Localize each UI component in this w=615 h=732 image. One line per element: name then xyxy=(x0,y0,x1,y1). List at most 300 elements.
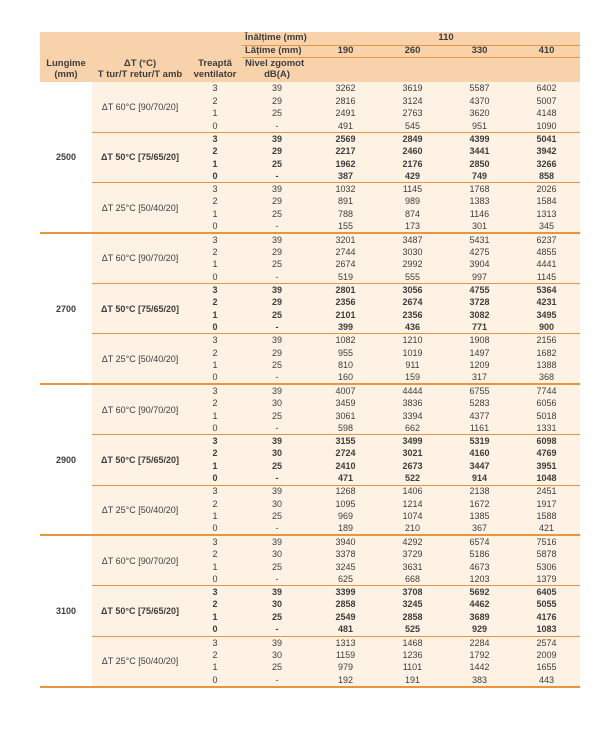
value-cell: 3394 xyxy=(379,409,446,422)
value-cell: 345 xyxy=(513,221,580,234)
treapta-cell: 2 xyxy=(188,195,242,208)
value-cell: 3499 xyxy=(379,435,446,448)
value-cell: 1210 xyxy=(379,334,446,347)
zgomot-cell: 25 xyxy=(242,460,312,473)
treapta-cell: 3 xyxy=(188,384,242,397)
value-cell: 2491 xyxy=(312,107,379,120)
value-cell: 951 xyxy=(446,120,513,133)
value-cell: 2101 xyxy=(312,309,379,322)
value-cell: 491 xyxy=(312,120,379,133)
value-cell: 3940 xyxy=(312,535,379,548)
value-cell: 1159 xyxy=(312,649,379,662)
zgomot-cell: 39 xyxy=(242,82,312,95)
value-cell: 5283 xyxy=(446,397,513,410)
value-cell: 891 xyxy=(312,195,379,208)
value-cell: 1917 xyxy=(513,498,580,511)
value-cell: 3904 xyxy=(446,258,513,271)
value-cell: 3155 xyxy=(312,435,379,448)
table-row xyxy=(40,132,580,145)
value-cell: 929 xyxy=(446,624,513,637)
value-cell: 3942 xyxy=(513,145,580,158)
zgomot-cell: 25 xyxy=(242,510,312,523)
zgomot-cell: 29 xyxy=(242,95,312,108)
value-cell: 4370 xyxy=(446,95,513,108)
value-cell: 2858 xyxy=(312,598,379,611)
dt-label-cell: ΔT 60°C [90/70/20] xyxy=(92,82,188,132)
treapta-cell: 2 xyxy=(188,397,242,410)
treapta-cell: 0 xyxy=(188,573,242,586)
zgomot-cell: - xyxy=(242,271,312,284)
value-cell: 625 xyxy=(312,573,379,586)
treapta-cell: 0 xyxy=(188,321,242,334)
zgomot-cell: 39 xyxy=(242,132,312,145)
value-cell: 1101 xyxy=(379,661,446,674)
zgomot-cell: 25 xyxy=(242,208,312,221)
value-cell: 4441 xyxy=(513,258,580,271)
value-cell: 191 xyxy=(379,674,446,687)
value-cell: 443 xyxy=(513,674,580,687)
value-cell: 3495 xyxy=(513,309,580,322)
value-cell: 4292 xyxy=(379,535,446,548)
dt-label-cell: ΔT 25°C [50/40/20] xyxy=(92,183,188,233)
value-cell: 4007 xyxy=(312,384,379,397)
dt-label-cell: ΔT 50°C [75/65/20] xyxy=(92,586,188,636)
zgomot-cell: 39 xyxy=(242,233,312,246)
treapta-cell: 0 xyxy=(188,624,242,637)
catalog-page xyxy=(0,32,615,688)
zgomot-cell: 39 xyxy=(242,384,312,397)
treapta-cell: 3 xyxy=(188,334,242,347)
value-cell: 2451 xyxy=(513,485,580,498)
zgomot-cell: 25 xyxy=(242,359,312,372)
zgomot-cell: 30 xyxy=(242,447,312,460)
value-cell: 1203 xyxy=(446,573,513,586)
lungime-cell: 2500 xyxy=(40,82,92,233)
value-cell: 6098 xyxy=(513,435,580,448)
value-cell: 5055 xyxy=(513,598,580,611)
zgomot-cell: - xyxy=(242,573,312,586)
value-cell: 1095 xyxy=(312,498,379,511)
value-cell: 4275 xyxy=(446,246,513,259)
value-cell: 1588 xyxy=(513,510,580,523)
value-cell: 4769 xyxy=(513,447,580,460)
treapta-cell: 2 xyxy=(188,296,242,309)
treapta-cell: 3 xyxy=(188,82,242,95)
zgomot-cell: 30 xyxy=(242,397,312,410)
zgomot-cell: 25 xyxy=(242,309,312,322)
table-row xyxy=(40,233,580,246)
value-cell: 2674 xyxy=(379,296,446,309)
table-row xyxy=(40,535,580,548)
value-cell: 5587 xyxy=(446,82,513,95)
value-cell: 4399 xyxy=(446,132,513,145)
value-cell: 911 xyxy=(379,359,446,372)
value-cell: 4755 xyxy=(446,284,513,297)
treapta-cell: 2 xyxy=(188,145,242,158)
value-cell: 2816 xyxy=(312,95,379,108)
lungime-cell: 2700 xyxy=(40,233,92,384)
zgomot-cell: 25 xyxy=(242,107,312,120)
value-cell: 2026 xyxy=(513,183,580,196)
value-cell: 387 xyxy=(312,170,379,183)
table-row xyxy=(40,435,580,448)
value-cell: 5431 xyxy=(446,233,513,246)
treapta-cell: 2 xyxy=(188,598,242,611)
treapta-cell: 3 xyxy=(188,132,242,145)
col-header-line: Treaptă xyxy=(198,57,232,69)
treapta-cell: 0 xyxy=(188,523,242,536)
value-cell: 749 xyxy=(446,170,513,183)
treapta-cell: 0 xyxy=(188,170,242,183)
value-cell: 4231 xyxy=(513,296,580,309)
table-row xyxy=(40,586,580,599)
value-cell: 1584 xyxy=(513,195,580,208)
value-cell: 1214 xyxy=(379,498,446,511)
col-header-line: ΔT (°C) xyxy=(123,57,157,69)
value-cell: 5186 xyxy=(446,548,513,561)
value-cell: 6755 xyxy=(446,384,513,397)
treapta-cell: 0 xyxy=(188,271,242,284)
dt-label-cell: ΔT 50°C [75/65/20] xyxy=(92,284,188,334)
value-cell: 367 xyxy=(446,523,513,536)
value-cell: 810 xyxy=(312,359,379,372)
value-cell: 5878 xyxy=(513,548,580,561)
table-header xyxy=(40,32,580,82)
value-cell: 3689 xyxy=(446,611,513,624)
value-cell: 4673 xyxy=(446,561,513,574)
value-cell: 2569 xyxy=(312,132,379,145)
value-cell: 525 xyxy=(379,624,446,637)
table-row xyxy=(40,334,580,347)
dt-label-cell: ΔT 50°C [75/65/20] xyxy=(92,435,188,485)
zgomot-cell: 29 xyxy=(242,246,312,259)
value-cell: 668 xyxy=(379,573,446,586)
value-cell: 3459 xyxy=(312,397,379,410)
value-cell: 3399 xyxy=(312,586,379,599)
zgomot-cell: - xyxy=(242,472,312,485)
value-cell: 6237 xyxy=(513,233,580,246)
value-cell: 3082 xyxy=(446,309,513,322)
value-cell: 519 xyxy=(312,271,379,284)
zgomot-cell: - xyxy=(242,120,312,133)
table-row xyxy=(40,384,580,397)
table-body xyxy=(40,82,580,687)
value-cell: 3728 xyxy=(446,296,513,309)
value-cell: 788 xyxy=(312,208,379,221)
value-cell: 160 xyxy=(312,372,379,385)
value-cell: 662 xyxy=(379,422,446,435)
value-cell: 6402 xyxy=(513,82,580,95)
width-column-header: 260 xyxy=(379,45,446,57)
zgomot-cell: 30 xyxy=(242,548,312,561)
treapta-cell: 2 xyxy=(188,548,242,561)
value-cell: 301 xyxy=(446,221,513,234)
value-cell: 317 xyxy=(446,372,513,385)
zgomot-cell: 29 xyxy=(242,145,312,158)
value-cell: 5306 xyxy=(513,561,580,574)
treapta-cell: 3 xyxy=(188,586,242,599)
value-cell: 1313 xyxy=(513,208,580,221)
zgomot-cell: 29 xyxy=(242,346,312,359)
value-cell: 1792 xyxy=(446,649,513,662)
treapta-cell: 2 xyxy=(188,447,242,460)
value-cell: 4462 xyxy=(446,598,513,611)
value-cell: 1388 xyxy=(513,359,580,372)
value-cell: 2724 xyxy=(312,447,379,460)
value-cell: 522 xyxy=(379,472,446,485)
dt-label-cell: ΔT 25°C [50/40/20] xyxy=(92,334,188,384)
treapta-cell: 0 xyxy=(188,221,242,234)
value-cell: 1268 xyxy=(312,485,379,498)
value-cell: 1406 xyxy=(379,485,446,498)
width-column-header: 330 xyxy=(446,45,513,57)
value-cell: 173 xyxy=(379,221,446,234)
value-cell: 1379 xyxy=(513,573,580,586)
value-cell: 4160 xyxy=(446,447,513,460)
value-cell: 3245 xyxy=(379,598,446,611)
zgomot-cell: - xyxy=(242,422,312,435)
treapta-cell: 1 xyxy=(188,107,242,120)
value-cell: 3631 xyxy=(379,561,446,574)
treapta-cell: 1 xyxy=(188,661,242,674)
treapta-cell: 0 xyxy=(188,372,242,385)
col-header-treapta xyxy=(188,57,242,82)
value-cell: 3729 xyxy=(379,548,446,561)
value-cell: 2744 xyxy=(312,246,379,259)
zgomot-cell: - xyxy=(242,523,312,536)
value-cell: 3951 xyxy=(513,460,580,473)
zgomot-cell: 25 xyxy=(242,158,312,171)
zgomot-cell: 30 xyxy=(242,598,312,611)
zgomot-cell: - xyxy=(242,674,312,687)
treapta-cell: 3 xyxy=(188,435,242,448)
treapta-cell: 3 xyxy=(188,183,242,196)
value-cell: 2858 xyxy=(379,611,446,624)
lungime-cell: 3100 xyxy=(40,535,92,686)
value-cell: 1385 xyxy=(446,510,513,523)
value-cell: 1161 xyxy=(446,422,513,435)
value-cell: 1962 xyxy=(312,158,379,171)
value-cell: 3061 xyxy=(312,409,379,422)
zgomot-cell: - xyxy=(242,321,312,334)
value-cell: 3620 xyxy=(446,107,513,120)
value-cell: 2156 xyxy=(513,334,580,347)
zgomot-cell: 39 xyxy=(242,183,312,196)
col-header-dt xyxy=(92,57,188,82)
value-cell: 2574 xyxy=(513,636,580,649)
width-column-header: 190 xyxy=(312,45,379,57)
value-cell: 1442 xyxy=(446,661,513,674)
value-cell: 2849 xyxy=(379,132,446,145)
treapta-cell: 2 xyxy=(188,95,242,108)
value-cell: 2992 xyxy=(379,258,446,271)
treapta-cell: 1 xyxy=(188,561,242,574)
table-row xyxy=(40,183,580,196)
value-cell: 900 xyxy=(513,321,580,334)
value-cell: 1497 xyxy=(446,346,513,359)
value-cell: 1082 xyxy=(312,334,379,347)
value-cell: 3245 xyxy=(312,561,379,574)
value-cell: 4377 xyxy=(446,409,513,422)
treapta-cell: 3 xyxy=(188,535,242,548)
value-cell: 3262 xyxy=(312,82,379,95)
col-header-line: (mm) xyxy=(54,68,78,80)
value-cell: 1074 xyxy=(379,510,446,523)
value-cell: 4148 xyxy=(513,107,580,120)
inaltime-label: Înălțime (mm) xyxy=(242,32,312,45)
value-cell: 5007 xyxy=(513,95,580,108)
value-cell: 1048 xyxy=(513,472,580,485)
value-cell: 155 xyxy=(312,221,379,234)
value-cell: 383 xyxy=(446,674,513,687)
zgomot-cell: 25 xyxy=(242,409,312,422)
value-cell: 3487 xyxy=(379,233,446,246)
inaltime-value: 110 xyxy=(312,32,580,45)
value-cell: 2801 xyxy=(312,284,379,297)
value-cell: 3378 xyxy=(312,548,379,561)
value-cell: 5018 xyxy=(513,409,580,422)
value-cell: 1768 xyxy=(446,183,513,196)
value-cell: 1468 xyxy=(379,636,446,649)
lungime-cell: 2900 xyxy=(40,384,92,535)
value-cell: 955 xyxy=(312,346,379,359)
dt-label-cell: ΔT 60°C [90/70/20] xyxy=(92,535,188,585)
header-row-latime xyxy=(40,45,580,57)
value-cell: 4176 xyxy=(513,611,580,624)
table-row xyxy=(40,636,580,649)
value-cell: 159 xyxy=(379,372,446,385)
zgomot-cell: - xyxy=(242,624,312,637)
value-cell: 979 xyxy=(312,661,379,674)
value-cell: 3056 xyxy=(379,284,446,297)
value-cell: 399 xyxy=(312,321,379,334)
header-spacer xyxy=(40,45,242,57)
zgomot-cell: 30 xyxy=(242,498,312,511)
value-cell: 3021 xyxy=(379,447,446,460)
value-cell: 5319 xyxy=(446,435,513,448)
dt-label-cell: ΔT 60°C [90/70/20] xyxy=(92,384,188,434)
zgomot-cell: 39 xyxy=(242,586,312,599)
zgomot-cell: 39 xyxy=(242,485,312,498)
value-cell: 5364 xyxy=(513,284,580,297)
treapta-cell: 1 xyxy=(188,359,242,372)
value-cell: 874 xyxy=(379,208,446,221)
value-cell: 6405 xyxy=(513,586,580,599)
value-cell: 1145 xyxy=(513,271,580,284)
value-cell: 7516 xyxy=(513,535,580,548)
zgomot-cell: 25 xyxy=(242,561,312,574)
value-cell: 2763 xyxy=(379,107,446,120)
value-cell: 3030 xyxy=(379,246,446,259)
col-header-line: dB(A) xyxy=(264,68,290,80)
value-cell: 192 xyxy=(312,674,379,687)
zgomot-cell: 39 xyxy=(242,334,312,347)
value-cell: 858 xyxy=(513,170,580,183)
zgomot-cell: 39 xyxy=(242,284,312,297)
treapta-cell: 0 xyxy=(188,472,242,485)
col-header-line: T tur/T retur/T amb xyxy=(97,68,183,80)
zgomot-cell: 29 xyxy=(242,195,312,208)
value-cell: 1236 xyxy=(379,649,446,662)
value-cell: 3201 xyxy=(312,233,379,246)
value-cell: 914 xyxy=(446,472,513,485)
value-cell: 771 xyxy=(446,321,513,334)
value-cell: 429 xyxy=(379,170,446,183)
zgomot-cell: 39 xyxy=(242,435,312,448)
treapta-cell: 2 xyxy=(188,649,242,662)
value-cell: 1331 xyxy=(513,422,580,435)
value-cell: 3447 xyxy=(446,460,513,473)
value-cell: 2460 xyxy=(379,145,446,158)
value-cell: 2356 xyxy=(312,296,379,309)
value-cell: 210 xyxy=(379,523,446,536)
value-cell: 1313 xyxy=(312,636,379,649)
value-cell: 989 xyxy=(379,195,446,208)
treapta-cell: 1 xyxy=(188,208,242,221)
treapta-cell: 1 xyxy=(188,158,242,171)
treapta-cell: 3 xyxy=(188,233,242,246)
table-row xyxy=(40,485,580,498)
value-cell: 1908 xyxy=(446,334,513,347)
value-cell: 2009 xyxy=(513,649,580,662)
table-row xyxy=(40,284,580,297)
value-cell: 421 xyxy=(513,523,580,536)
value-cell: 555 xyxy=(379,271,446,284)
value-cell: 1032 xyxy=(312,183,379,196)
value-cell: 3441 xyxy=(446,145,513,158)
value-cell: 2138 xyxy=(446,485,513,498)
value-cell: 1209 xyxy=(446,359,513,372)
value-cell: 1083 xyxy=(513,624,580,637)
value-cell: 2674 xyxy=(312,258,379,271)
value-cell: 3619 xyxy=(379,82,446,95)
value-cell: 6574 xyxy=(446,535,513,548)
dt-label-cell: ΔT 25°C [50/40/20] xyxy=(92,636,188,686)
value-cell: 189 xyxy=(312,523,379,536)
value-cell: 7744 xyxy=(513,384,580,397)
value-cell: 5041 xyxy=(513,132,580,145)
value-cell: 969 xyxy=(312,510,379,523)
treapta-cell: 3 xyxy=(188,636,242,649)
treapta-cell: 1 xyxy=(188,309,242,322)
header-spacer xyxy=(40,32,242,45)
header-spacer xyxy=(312,57,580,82)
treapta-cell: 1 xyxy=(188,460,242,473)
col-header-line: Nivel zgomot xyxy=(245,57,305,69)
zgomot-cell: - xyxy=(242,372,312,385)
value-cell: 598 xyxy=(312,422,379,435)
value-cell: 2410 xyxy=(312,460,379,473)
value-cell: 2217 xyxy=(312,145,379,158)
dt-label-cell: ΔT 60°C [90/70/20] xyxy=(92,233,188,283)
latime-label: Lățime (mm) xyxy=(242,45,312,57)
treapta-cell: 1 xyxy=(188,510,242,523)
dt-label-cell: ΔT 50°C [75/65/20] xyxy=(92,132,188,182)
performance-table xyxy=(40,32,580,688)
zgomot-cell: - xyxy=(242,170,312,183)
treapta-cell: 0 xyxy=(188,120,242,133)
value-cell: 1019 xyxy=(379,346,446,359)
value-cell: 6056 xyxy=(513,397,580,410)
header-row-columns xyxy=(40,57,580,82)
value-cell: 3708 xyxy=(379,586,446,599)
value-cell: 436 xyxy=(379,321,446,334)
value-cell: 1655 xyxy=(513,661,580,674)
value-cell: 3836 xyxy=(379,397,446,410)
header-row-inaltime xyxy=(40,32,580,45)
treapta-cell: 3 xyxy=(188,485,242,498)
zgomot-cell: 39 xyxy=(242,636,312,649)
